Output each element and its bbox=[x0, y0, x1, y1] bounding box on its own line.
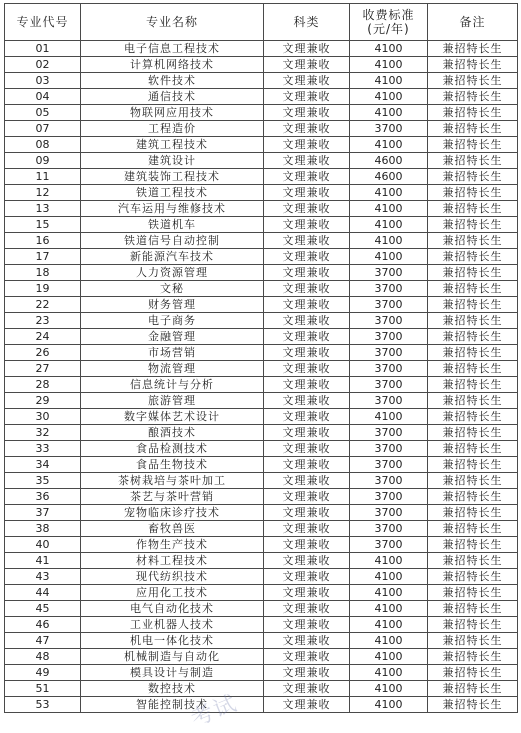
cell-code: 13 bbox=[5, 201, 81, 217]
cell-note: 兼招特长生 bbox=[428, 201, 518, 217]
cell-fee: 4100 bbox=[350, 41, 428, 57]
cell-note: 兼招特长生 bbox=[428, 105, 518, 121]
cell-code: 08 bbox=[5, 137, 81, 153]
cell-category: 文理兼收 bbox=[264, 649, 350, 665]
majors-fee-table bbox=[4, 3, 518, 713]
cell-code: 40 bbox=[5, 537, 81, 553]
cell-category: 文理兼收 bbox=[264, 153, 350, 169]
table-row bbox=[5, 281, 518, 297]
cell-note: 兼招特长生 bbox=[428, 617, 518, 633]
cell-fee: 4100 bbox=[350, 57, 428, 73]
cell-major-name: 工业机器人技术 bbox=[81, 617, 264, 633]
cell-fee: 4600 bbox=[350, 153, 428, 169]
cell-category: 文理兼收 bbox=[264, 137, 350, 153]
cell-fee: 4100 bbox=[350, 617, 428, 633]
table-row bbox=[5, 697, 518, 713]
cell-code: 37 bbox=[5, 505, 81, 521]
cell-major-name: 通信技术 bbox=[81, 89, 264, 105]
cell-note: 兼招特长生 bbox=[428, 249, 518, 265]
cell-code: 16 bbox=[5, 233, 81, 249]
table-row bbox=[5, 201, 518, 217]
cell-note: 兼招特长生 bbox=[428, 313, 518, 329]
cell-fee: 4600 bbox=[350, 169, 428, 185]
table-row bbox=[5, 41, 518, 57]
cell-code: 53 bbox=[5, 697, 81, 713]
cell-category: 文理兼收 bbox=[264, 121, 350, 137]
cell-category: 文理兼收 bbox=[264, 617, 350, 633]
header-row bbox=[5, 4, 518, 41]
cell-note: 兼招特长生 bbox=[428, 329, 518, 345]
cell-fee: 4100 bbox=[350, 601, 428, 617]
cell-note: 兼招特长生 bbox=[428, 697, 518, 713]
cell-major-name: 茶树栽培与茶叶加工 bbox=[81, 473, 264, 489]
cell-code: 33 bbox=[5, 441, 81, 457]
cell-major-name: 茶艺与茶叶营销 bbox=[81, 489, 264, 505]
table-row bbox=[5, 121, 518, 137]
cell-major-name: 电子商务 bbox=[81, 313, 264, 329]
cell-note: 兼招特长生 bbox=[428, 601, 518, 617]
cell-note: 兼招特长生 bbox=[428, 393, 518, 409]
cell-major-name: 机电一体化技术 bbox=[81, 633, 264, 649]
cell-major-name: 建筑装饰工程技术 bbox=[81, 169, 264, 185]
table-row bbox=[5, 217, 518, 233]
cell-major-name: 电子信息工程技术 bbox=[81, 41, 264, 57]
cell-category: 文理兼收 bbox=[264, 553, 350, 569]
cell-fee: 4100 bbox=[350, 73, 428, 89]
cell-code: 18 bbox=[5, 265, 81, 281]
cell-fee: 4100 bbox=[350, 569, 428, 585]
cell-note: 兼招特长生 bbox=[428, 233, 518, 249]
cell-code: 49 bbox=[5, 665, 81, 681]
cell-category: 文理兼收 bbox=[264, 489, 350, 505]
cell-major-name: 数控技术 bbox=[81, 681, 264, 697]
cell-code: 19 bbox=[5, 281, 81, 297]
cell-note: 兼招特长生 bbox=[428, 665, 518, 681]
table-row bbox=[5, 665, 518, 681]
cell-category: 文理兼收 bbox=[264, 697, 350, 713]
cell-fee: 3700 bbox=[350, 425, 428, 441]
table-row bbox=[5, 297, 518, 313]
cell-category: 文理兼收 bbox=[264, 361, 350, 377]
table-row bbox=[5, 601, 518, 617]
cell-code: 26 bbox=[5, 345, 81, 361]
table-row bbox=[5, 585, 518, 601]
cell-code: 02 bbox=[5, 57, 81, 73]
table-row bbox=[5, 681, 518, 697]
table-row bbox=[5, 409, 518, 425]
cell-category: 文理兼收 bbox=[264, 185, 350, 201]
watermark-stamp: 考试 bbox=[187, 690, 242, 732]
cell-code: 01 bbox=[5, 41, 81, 57]
cell-fee: 4100 bbox=[350, 89, 428, 105]
table-row bbox=[5, 89, 518, 105]
cell-fee: 4100 bbox=[350, 233, 428, 249]
cell-fee: 4100 bbox=[350, 649, 428, 665]
cell-code: 23 bbox=[5, 313, 81, 329]
table-row bbox=[5, 329, 518, 345]
cell-category: 文理兼收 bbox=[264, 329, 350, 345]
cell-major-name: 模具设计与制造 bbox=[81, 665, 264, 681]
table-row bbox=[5, 505, 518, 521]
cell-category: 文理兼收 bbox=[264, 233, 350, 249]
cell-code: 07 bbox=[5, 121, 81, 137]
cell-fee: 3700 bbox=[350, 473, 428, 489]
cell-fee: 3700 bbox=[350, 537, 428, 553]
cell-category: 文理兼收 bbox=[264, 393, 350, 409]
cell-fee: 4100 bbox=[350, 105, 428, 121]
cell-code: 34 bbox=[5, 457, 81, 473]
cell-fee: 4100 bbox=[350, 697, 428, 713]
cell-major-name: 食品生物技术 bbox=[81, 457, 264, 473]
cell-major-name: 数字媒体艺术设计 bbox=[81, 409, 264, 425]
cell-fee: 4100 bbox=[350, 681, 428, 697]
cell-code: 44 bbox=[5, 585, 81, 601]
cell-category: 文理兼收 bbox=[264, 457, 350, 473]
cell-category: 文理兼收 bbox=[264, 441, 350, 457]
cell-note: 兼招特长生 bbox=[428, 681, 518, 697]
cell-code: 03 bbox=[5, 73, 81, 89]
cell-fee: 3700 bbox=[350, 345, 428, 361]
cell-major-name: 文秘 bbox=[81, 281, 264, 297]
cell-note: 兼招特长生 bbox=[428, 633, 518, 649]
cell-code: 28 bbox=[5, 377, 81, 393]
cell-note: 兼招特长生 bbox=[428, 281, 518, 297]
cell-code: 30 bbox=[5, 409, 81, 425]
cell-category: 文理兼收 bbox=[264, 345, 350, 361]
cell-code: 41 bbox=[5, 553, 81, 569]
cell-note: 兼招特长生 bbox=[428, 217, 518, 233]
cell-fee: 3700 bbox=[350, 393, 428, 409]
table-row bbox=[5, 137, 518, 153]
table-row bbox=[5, 153, 518, 169]
cell-code: 24 bbox=[5, 329, 81, 345]
table-row bbox=[5, 105, 518, 121]
cell-code: 46 bbox=[5, 617, 81, 633]
cell-category: 文理兼收 bbox=[264, 201, 350, 217]
cell-category: 文理兼收 bbox=[264, 57, 350, 73]
cell-note: 兼招特长生 bbox=[428, 297, 518, 313]
cell-category: 文理兼收 bbox=[264, 473, 350, 489]
cell-fee: 3700 bbox=[350, 521, 428, 537]
cell-major-name: 建筑工程技术 bbox=[81, 137, 264, 153]
cell-note: 兼招特长生 bbox=[428, 41, 518, 57]
cell-category: 文理兼收 bbox=[264, 89, 350, 105]
table-row bbox=[5, 489, 518, 505]
cell-note: 兼招特长生 bbox=[428, 521, 518, 537]
cell-fee: 3700 bbox=[350, 505, 428, 521]
header-fee bbox=[350, 4, 428, 41]
cell-major-name: 计算机网络技术 bbox=[81, 57, 264, 73]
cell-note: 兼招特长生 bbox=[428, 537, 518, 553]
table-row bbox=[5, 249, 518, 265]
cell-code: 43 bbox=[5, 569, 81, 585]
cell-fee: 3700 bbox=[350, 441, 428, 457]
cell-fee: 3700 bbox=[350, 377, 428, 393]
table-row bbox=[5, 185, 518, 201]
cell-major-name: 人力资源管理 bbox=[81, 265, 264, 281]
cell-major-name: 铁道工程技术 bbox=[81, 185, 264, 201]
cell-category: 文理兼收 bbox=[264, 409, 350, 425]
cell-category: 文理兼收 bbox=[264, 313, 350, 329]
cell-code: 51 bbox=[5, 681, 81, 697]
cell-note: 兼招特长生 bbox=[428, 345, 518, 361]
cell-code: 38 bbox=[5, 521, 81, 537]
cell-major-name: 汽车运用与维修技术 bbox=[81, 201, 264, 217]
cell-note: 兼招特长生 bbox=[428, 185, 518, 201]
cell-major-name: 新能源汽车技术 bbox=[81, 249, 264, 265]
cell-code: 27 bbox=[5, 361, 81, 377]
cell-category: 文理兼收 bbox=[264, 73, 350, 89]
cell-major-name: 铁道机车 bbox=[81, 217, 264, 233]
cell-major-name: 工程造价 bbox=[81, 121, 264, 137]
cell-major-name: 应用化工技术 bbox=[81, 585, 264, 601]
cell-major-name: 宠物临床诊疗技术 bbox=[81, 505, 264, 521]
table-row bbox=[5, 57, 518, 73]
cell-category: 文理兼收 bbox=[264, 377, 350, 393]
cell-note: 兼招特长生 bbox=[428, 473, 518, 489]
cell-major-name: 铁道信号自动控制 bbox=[81, 233, 264, 249]
table-row bbox=[5, 569, 518, 585]
cell-category: 文理兼收 bbox=[264, 249, 350, 265]
cell-major-name: 机械制造与自动化 bbox=[81, 649, 264, 665]
cell-category: 文理兼收 bbox=[264, 537, 350, 553]
table-row bbox=[5, 393, 518, 409]
table-row bbox=[5, 553, 518, 569]
table-body bbox=[5, 41, 518, 713]
cell-note: 兼招特长生 bbox=[428, 153, 518, 169]
cell-fee: 3700 bbox=[350, 457, 428, 473]
cell-category: 文理兼收 bbox=[264, 425, 350, 441]
cell-category: 文理兼收 bbox=[264, 169, 350, 185]
cell-fee: 3700 bbox=[350, 121, 428, 137]
table-row bbox=[5, 377, 518, 393]
cell-category: 文理兼收 bbox=[264, 505, 350, 521]
table-row bbox=[5, 617, 518, 633]
cell-fee: 4100 bbox=[350, 249, 428, 265]
cell-fee: 4100 bbox=[350, 137, 428, 153]
cell-code: 35 bbox=[5, 473, 81, 489]
cell-note: 兼招特长生 bbox=[428, 649, 518, 665]
cell-code: 04 bbox=[5, 89, 81, 105]
cell-note: 兼招特长生 bbox=[428, 57, 518, 73]
cell-major-name: 金融管理 bbox=[81, 329, 264, 345]
cell-category: 文理兼收 bbox=[264, 521, 350, 537]
cell-major-name: 食品检测技术 bbox=[81, 441, 264, 457]
table-row bbox=[5, 633, 518, 649]
cell-code: 32 bbox=[5, 425, 81, 441]
cell-major-name: 电气自动化技术 bbox=[81, 601, 264, 617]
cell-code: 29 bbox=[5, 393, 81, 409]
table-row bbox=[5, 425, 518, 441]
cell-note: 兼招特长生 bbox=[428, 265, 518, 281]
cell-code: 45 bbox=[5, 601, 81, 617]
table-row bbox=[5, 537, 518, 553]
cell-fee: 4100 bbox=[350, 665, 428, 681]
cell-note: 兼招特长生 bbox=[428, 73, 518, 89]
cell-major-name: 畜牧兽医 bbox=[81, 521, 264, 537]
cell-major-name: 物流管理 bbox=[81, 361, 264, 377]
cell-major-name: 智能控制技术 bbox=[81, 697, 264, 713]
header-category: 科类 bbox=[264, 4, 350, 41]
cell-category: 文理兼收 bbox=[264, 265, 350, 281]
header-code: 专业代号 bbox=[5, 4, 81, 41]
cell-fee: 3700 bbox=[350, 281, 428, 297]
table-header bbox=[5, 4, 518, 41]
cell-fee: 4100 bbox=[350, 585, 428, 601]
cell-fee: 3700 bbox=[350, 329, 428, 345]
cell-note: 兼招特长生 bbox=[428, 441, 518, 457]
cell-category: 文理兼收 bbox=[264, 665, 350, 681]
cell-note: 兼招特长生 bbox=[428, 137, 518, 153]
cell-major-name: 市场营销 bbox=[81, 345, 264, 361]
cell-major-name: 材料工程技术 bbox=[81, 553, 264, 569]
cell-fee: 3700 bbox=[350, 297, 428, 313]
cell-note: 兼招特长生 bbox=[428, 585, 518, 601]
cell-note: 兼招特长生 bbox=[428, 553, 518, 569]
cell-note: 兼招特长生 bbox=[428, 361, 518, 377]
table-row bbox=[5, 441, 518, 457]
cell-note: 兼招特长生 bbox=[428, 425, 518, 441]
cell-code: 12 bbox=[5, 185, 81, 201]
cell-fee: 3700 bbox=[350, 489, 428, 505]
cell-code: 47 bbox=[5, 633, 81, 649]
cell-code: 11 bbox=[5, 169, 81, 185]
table-row bbox=[5, 345, 518, 361]
header-fee-line2: (元/年) bbox=[367, 22, 410, 36]
table-row bbox=[5, 361, 518, 377]
table-row bbox=[5, 169, 518, 185]
table-row bbox=[5, 473, 518, 489]
cell-fee: 4100 bbox=[350, 201, 428, 217]
cell-fee: 4100 bbox=[350, 553, 428, 569]
table-row bbox=[5, 649, 518, 665]
cell-note: 兼招特长生 bbox=[428, 409, 518, 425]
cell-category: 文理兼收 bbox=[264, 41, 350, 57]
cell-category: 文理兼收 bbox=[264, 585, 350, 601]
cell-major-name: 信息统计与分析 bbox=[81, 377, 264, 393]
table-row bbox=[5, 457, 518, 473]
cell-category: 文理兼收 bbox=[264, 681, 350, 697]
cell-code: 22 bbox=[5, 297, 81, 313]
cell-major-name: 物联网应用技术 bbox=[81, 105, 264, 121]
cell-code: 15 bbox=[5, 217, 81, 233]
cell-category: 文理兼收 bbox=[264, 105, 350, 121]
cell-major-name: 酿酒技术 bbox=[81, 425, 264, 441]
cell-note: 兼招特长生 bbox=[428, 169, 518, 185]
cell-fee: 4100 bbox=[350, 217, 428, 233]
cell-note: 兼招特长生 bbox=[428, 89, 518, 105]
cell-note: 兼招特长生 bbox=[428, 121, 518, 137]
cell-note: 兼招特长生 bbox=[428, 569, 518, 585]
header-name: 专业名称 bbox=[81, 4, 264, 41]
cell-note: 兼招特长生 bbox=[428, 505, 518, 521]
cell-major-name: 旅游管理 bbox=[81, 393, 264, 409]
table-row bbox=[5, 265, 518, 281]
table-row bbox=[5, 73, 518, 89]
cell-code: 36 bbox=[5, 489, 81, 505]
cell-code: 48 bbox=[5, 649, 81, 665]
cell-fee: 3700 bbox=[350, 361, 428, 377]
header-fee-line1: 收费标准 bbox=[362, 8, 415, 22]
cell-fee: 4100 bbox=[350, 185, 428, 201]
cell-category: 文理兼收 bbox=[264, 297, 350, 313]
cell-code: 09 bbox=[5, 153, 81, 169]
cell-fee: 4100 bbox=[350, 409, 428, 425]
cell-category: 文理兼收 bbox=[264, 569, 350, 585]
cell-category: 文理兼收 bbox=[264, 217, 350, 233]
table-row bbox=[5, 521, 518, 537]
document-page bbox=[4, 3, 517, 721]
cell-code: 05 bbox=[5, 105, 81, 121]
cell-category: 文理兼收 bbox=[264, 281, 350, 297]
cell-major-name: 建筑设计 bbox=[81, 153, 264, 169]
header-note: 备注 bbox=[428, 4, 518, 41]
table-row bbox=[5, 233, 518, 249]
cell-major-name: 作物生产技术 bbox=[81, 537, 264, 553]
cell-fee: 3700 bbox=[350, 265, 428, 281]
cell-note: 兼招特长生 bbox=[428, 489, 518, 505]
cell-fee: 3700 bbox=[350, 313, 428, 329]
cell-major-name: 现代纺织技术 bbox=[81, 569, 264, 585]
cell-note: 兼招特长生 bbox=[428, 457, 518, 473]
cell-fee: 4100 bbox=[350, 633, 428, 649]
cell-major-name: 财务管理 bbox=[81, 297, 264, 313]
cell-category: 文理兼收 bbox=[264, 601, 350, 617]
table-row bbox=[5, 313, 518, 329]
cell-note: 兼招特长生 bbox=[428, 377, 518, 393]
cell-major-name: 软件技术 bbox=[81, 73, 264, 89]
cell-code: 17 bbox=[5, 249, 81, 265]
cell-category: 文理兼收 bbox=[264, 633, 350, 649]
